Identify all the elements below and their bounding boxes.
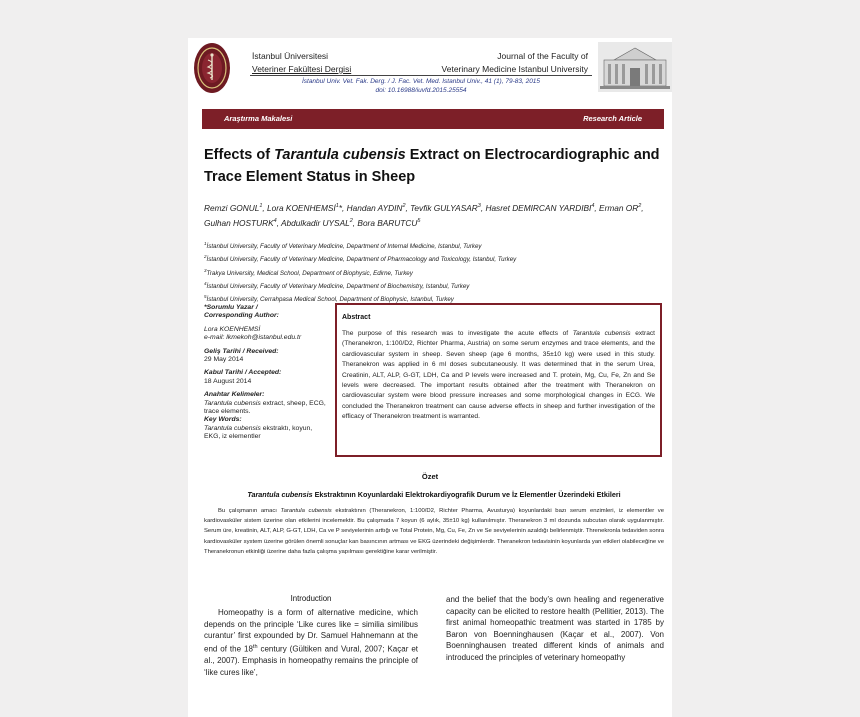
author-name: Gulhan HOSTURK bbox=[204, 217, 274, 228]
keywords-en: Tarantula cubensis ekstraktı, koyun, EKG, iz elementler bbox=[204, 424, 313, 441]
citation-block bbox=[250, 77, 592, 95]
author-name: Handan AYDIN bbox=[346, 202, 403, 213]
author-separator: , bbox=[262, 202, 268, 213]
author-separator: , bbox=[352, 217, 358, 228]
accepted-date: 18 August 2014 bbox=[204, 377, 252, 385]
affiliation-item bbox=[204, 239, 664, 252]
corresponding-heading-1: *Sorumlu Yazar / bbox=[204, 304, 258, 311]
journal-name: Journal of the Faculty of Veterinary Medicine Istanbul University bbox=[441, 51, 588, 74]
affiliation-item bbox=[204, 279, 664, 292]
author-affiliation-mark: 4 bbox=[273, 217, 277, 224]
author-name: Hasret DEMIRCAN YARDIBI bbox=[485, 202, 592, 213]
affiliation-list bbox=[204, 239, 664, 306]
affiliation-mark: 2 bbox=[204, 254, 207, 260]
affiliation-text: İstanbul University, Faculty of Veterinary Medicine, Department of Internal Medicine, Istanbul, Turkey bbox=[206, 243, 482, 251]
introduction-paragraph-1: Homeopathy is a form of alternative medicine, which depends on the principle ‘Like cures like = similia similibus curantur’ first expounded by Dr. Samuel Hahnemann at the end of the 18th century (Gültiken and Vural, 2007; Kaçar et al., 2007). Emphasis in homeopathy remains the principle of ‘like cures like’, bbox=[204, 608, 418, 677]
keywords-en-heading: Key Words: bbox=[204, 416, 242, 424]
author-affiliation-mark: 2 bbox=[349, 217, 353, 224]
author-name: Lora KOENHEMSİ bbox=[267, 202, 336, 213]
author-name: Tevfik GULYASAR bbox=[410, 202, 478, 213]
author-separator: *, bbox=[338, 202, 347, 213]
corresponding-email[interactable]: e-mail: lkmekoh@istanbul.edu.tr bbox=[204, 334, 302, 342]
ozet-heading: Özet bbox=[421, 472, 439, 481]
affiliation-item bbox=[204, 266, 664, 279]
affiliation-text: İstanbul University, Faculty of Veterinary Medicine, Department of Pharmacology and Toxicology, Istanbul, Turkey bbox=[206, 256, 517, 264]
affiliation-mark: 1 bbox=[204, 241, 207, 246]
affiliation-mark: 5 bbox=[204, 294, 207, 300]
author-separator: , bbox=[480, 202, 486, 213]
introduction-heading: Introduction bbox=[290, 594, 332, 603]
article-type-tr: Araştırma Makalesi bbox=[224, 114, 293, 123]
received-heading: Geliş Tarihi / Received: bbox=[204, 347, 279, 355]
affiliation-text: Trakya University, Medical School, Department of Biophysic, Edirne, Turkey bbox=[206, 269, 413, 277]
author-affiliation-mark: 3 bbox=[477, 203, 481, 209]
faculty-building-illustration bbox=[598, 42, 672, 92]
affiliation-item bbox=[204, 252, 664, 265]
received-date: 29 May 2014 bbox=[204, 356, 244, 364]
introduction-paragraph-2: and the belief that the body’s own healing and regenerative capacity can be elicited to restore health (Pellitier, 2013). The first animal homeopathic treatment was started in 1785 by Baron von Boenninghausen (Kaçar et al., 2007). Von Boenninghausen treated different kinds of animals and introduced the principles of veterinary homeopathy bbox=[446, 595, 664, 662]
author-separator: , bbox=[276, 217, 281, 228]
article-title: Effects of Tarantula cubensis Extract on Electrocardiographic and Trace Element Status in Sheep bbox=[204, 147, 660, 185]
author-separator: , bbox=[405, 202, 411, 213]
corresponding-heading-2: Corresponding Author: bbox=[204, 312, 279, 320]
ozet-text: Bu çalışmanın amacı Tarantula cubensis ekstraktının (Theranekron, 1:100/D2, Richter Pharma, Avusturya) koyunlardaki bazı serum enzimleri, iz elementler ve kardiovasküler sistem üzerine olan etkilerini incelemektir. Bu çalışmada 7 koyun (6 aylık, 35±10 kg) kullanılmıştır. Theranekron 3 ml dozunda subcutan olarak uygulanmıştır. Serum üre, kreatinin, ALT, ALP, G-GT, LDH, Ca ve P seviyelerinin arttığı ve Total Protein, Mg, Cu, Fe, Zn ve Se seviyelerinin azaldığı belirlenmiştir. Threnekronla tedaviden sonra kardiovasküler system üzerine görülen önemli sonuçlar kan basıncının artması ve EKG üzerindeki değişimlerdir. Theranekron tedavisinin koyunlarda yan etkileri olabileceğine ve Theranekronun etkinliği üzerine daha fazla çalışma yapılması gerektiğine karar verilmiştir. bbox=[204, 508, 664, 555]
citation-text: İstanbul Univ. Vet. Fak. Derg. / J. Fac. Vet. Med. Istanbul Univ., 41 (1), 79-83, 2015 bbox=[301, 78, 541, 85]
body-column-left bbox=[204, 594, 418, 678]
doi-link[interactable]: doi: 10.16988/iuvfd.2015.25554 bbox=[375, 87, 467, 94]
author-name: Remzi GONUL bbox=[204, 202, 260, 213]
corresponding-author: Lora KOENHEMSİ bbox=[204, 325, 261, 333]
keywords-tr-heading: Anahtar Kelimeler: bbox=[204, 391, 265, 399]
university-seal-logo bbox=[193, 42, 231, 94]
university-name: İstanbul Üniversitesi Veteriner Fakültesi Dergisi bbox=[252, 51, 352, 74]
author-affiliation-mark: 1 bbox=[335, 203, 339, 209]
journal-page bbox=[188, 38, 672, 717]
author-affiliation-mark: 4 bbox=[591, 203, 595, 209]
abstract-box bbox=[335, 303, 662, 457]
abstract-text: The purpose of this research was to investigate the acute effects of Tarantula cubensis extract (Theranekron, 1:100/D2, Richter Pharma, Austria) on some serum enzymes and trace elements, and the cardiovascular system in sheep. Seven sheep (age 6 months, 35±10 kg) were used in this study. Theranekron was applied in 6 ml doses subcutaneously. It was determined that in the serum Urea, Creatinin, ALT, ALP, G-GT, LDH, Ca and P levels were increased and T. protein, Mg, Cu, Fe, Zn and Se levels were decreased. The important results obtained after the treatment with Theranekron on cardiovascular system were blood pressure increases and some morphological changes in ECG. We concluded the Theranekron treatment can cause adverse effects in sheep and further investigation of the efficacy of Theranekron treatment is warranted. bbox=[342, 330, 656, 421]
abstract-heading: Abstract bbox=[342, 314, 371, 321]
affiliation-text: İstanbul University, Faculty of Veterinary Medicine, Department of Biochemistry, Istanbul, Turkey bbox=[206, 283, 470, 291]
accepted-heading: Kabul Tarihi / Accepted: bbox=[204, 369, 282, 377]
affiliation-mark: 4 bbox=[204, 281, 207, 287]
author-affiliation-mark: 1 bbox=[259, 203, 263, 209]
author-separator: , bbox=[641, 202, 644, 213]
affiliation-mark: 3 bbox=[204, 267, 207, 273]
author-affiliation-mark: 2 bbox=[638, 203, 642, 209]
author-name: Bora BARUTCU bbox=[357, 217, 418, 228]
author-affiliation-mark: 2 bbox=[402, 203, 406, 209]
header-rule bbox=[250, 75, 592, 76]
keywords-tr: Tarantula cubensis extract, sheep, ECG, trace elements. bbox=[204, 399, 326, 416]
article-meta bbox=[204, 304, 329, 442]
author-name: Erman OR bbox=[599, 202, 639, 213]
body-column-right bbox=[446, 594, 664, 664]
article-type-banner bbox=[202, 109, 664, 129]
affiliation-text: İstanbul University, Cerrahpasa Medical School, Department of Biophysic, Istanbul, Turkey bbox=[206, 296, 454, 304]
ozet-title: Tarantula cubensis Ekstraktının Koyunlardaki Elektrokardiyografik Durum ve İz Elementler Üzerindeki Etkileri bbox=[247, 490, 621, 499]
author-list bbox=[204, 200, 664, 230]
article-type-en: Research Article bbox=[583, 114, 642, 123]
author-name: Abdulkadir UYSAL bbox=[281, 217, 350, 228]
author-separator: , bbox=[594, 202, 600, 213]
author-affiliation-mark: 5 bbox=[417, 217, 421, 224]
